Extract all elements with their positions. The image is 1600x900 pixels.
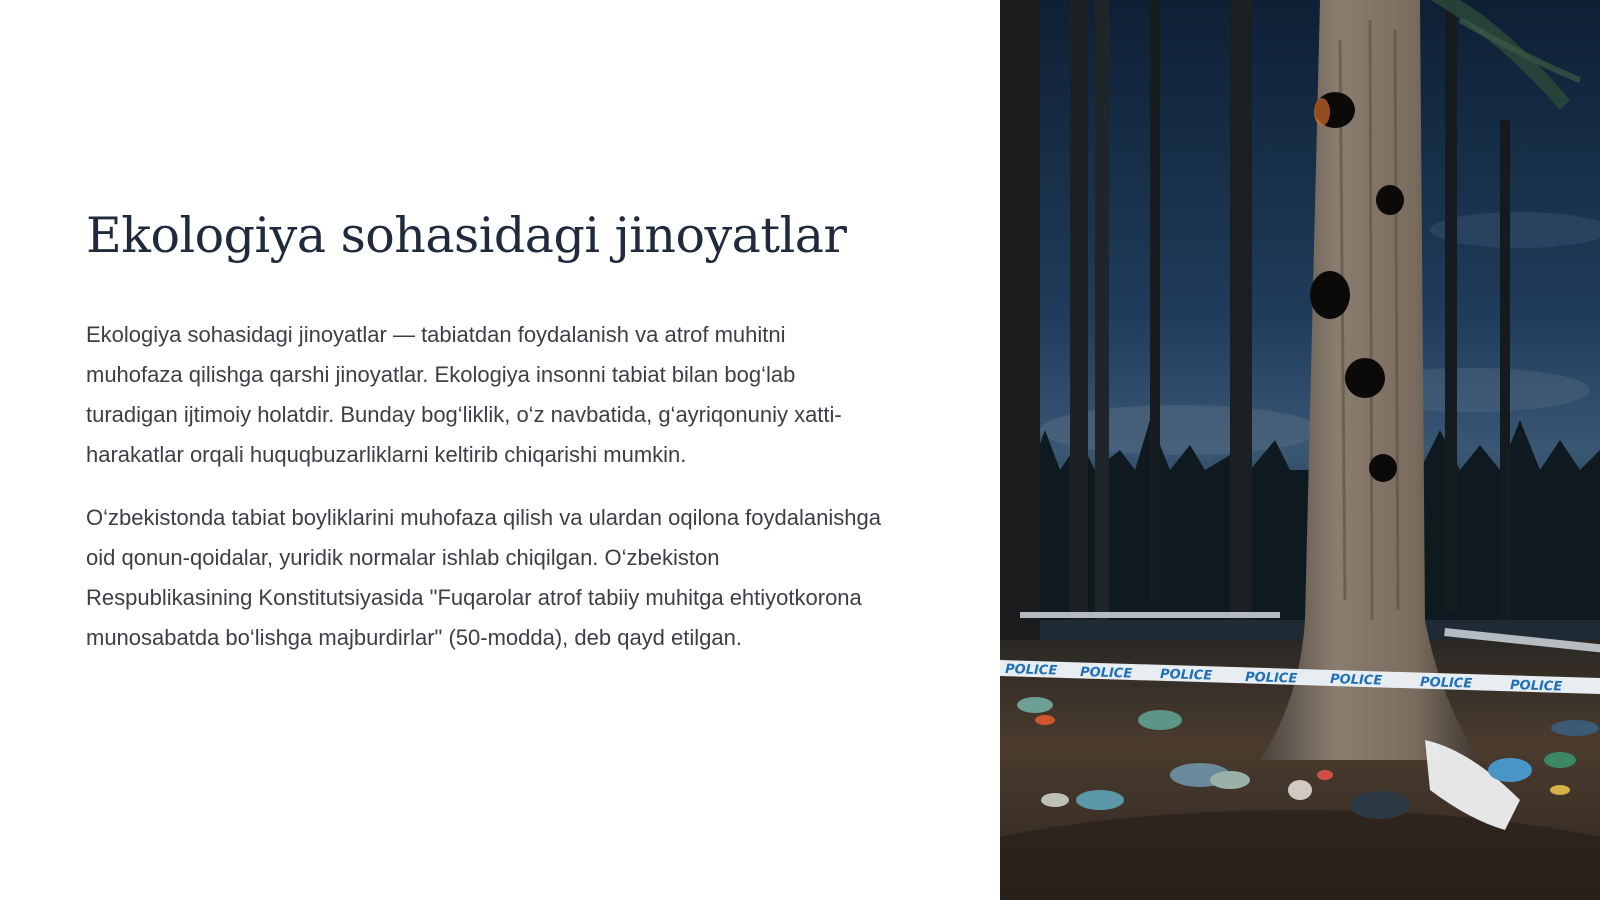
paragraph-2: O‘zbekistonda tabiat boyliklarini muhofaza qilish va ulardan oqilona foydalanishga oid qonun-qoidalar, yuridik normalar ishlab chiqilgan. O‘zbekiston Respublikasining Konstitutsiyasida "Fuqarolar atrof tabiiy muhitga ehtiyotkorona munosabatda bo‘lishga majburdirlar" (50-modda), deb qayd etilgan. xyxy=(86,505,881,650)
tape-label-3: POLICE xyxy=(1159,667,1213,684)
tape-label-4: POLICE xyxy=(1244,670,1298,687)
text-panel xyxy=(86,0,906,900)
tape-label-1: POLICE xyxy=(1004,662,1058,679)
tape-label-2: POLICE xyxy=(1079,665,1133,682)
forest-crime-scene-photo xyxy=(1000,0,1600,900)
slide-title: Ekologiya sohasidagi jinoyatlar xyxy=(86,207,847,264)
paragraph-1: Ekologiya sohasidagi jinoyatlar — tabiatdan foydalanish va atrof muhitni muhofaza qilishga qarshi jinoyatlar. Ekologiya insonni tabiat bilan bog‘lab turadigan ijtimoiy holatdir. Bunday bog‘liklik, o‘z navbatida, g‘ayriqonuniy xatti-harakatlar orqali huquqbuzarliklarni keltirib chiqarishi mumkin. xyxy=(86,322,842,467)
tape-label-7: POLICE xyxy=(1509,678,1563,695)
tape-label-5: POLICE xyxy=(1329,672,1383,689)
tape-label-6: POLICE xyxy=(1419,675,1473,692)
